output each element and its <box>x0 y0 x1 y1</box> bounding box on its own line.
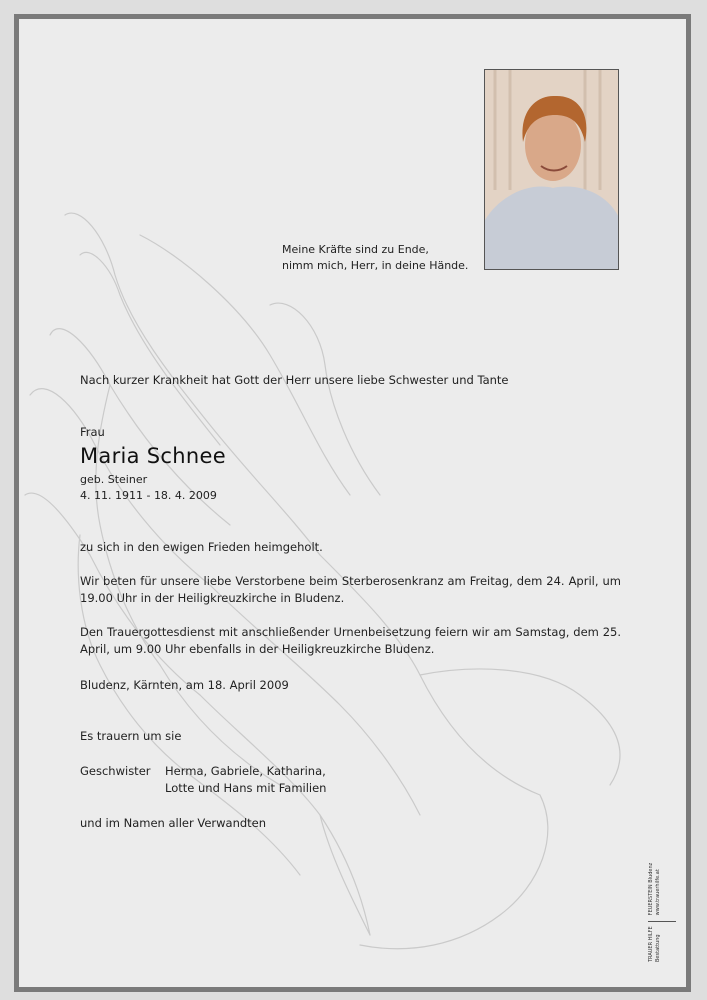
birth-name: geb. Steiner <box>80 473 148 486</box>
mourners-label: Geschwister <box>80 764 151 778</box>
mourners-block <box>80 763 621 797</box>
memorial-verse <box>282 242 468 274</box>
relatives-text: und im Namen aller Verwandten <box>80 816 267 830</box>
imprint-brand: TRAUER HILFE <box>648 926 654 962</box>
imprint-company: FEUERSTEIN Bludenz <box>648 862 654 916</box>
portrait-photo <box>484 69 619 270</box>
portrait-image <box>485 70 619 270</box>
mourners-intro: Es trauern um sie <box>80 729 182 743</box>
funeral-mass-text: Den Trauergottesdienst mit anschließender Urnenbeisetzung feiern wir am Samstag, dem 25. April, um 9.00 Uhr ebenfalls in der Heiligkreuzkirche Bludenz. <box>80 625 621 656</box>
place-date: Bludenz, Kärnten, am 18. April 2009 <box>80 678 289 692</box>
mourners-line-2: Lotte und Hans mit Familien <box>165 781 327 795</box>
mourners-line-1: Herma, Gabriele, Katharina, <box>165 764 326 778</box>
verse-line-2: nimm mich, Herr, in deine Hände. <box>282 259 469 272</box>
funeral-home-imprint <box>648 852 676 962</box>
life-dates: 4. 11. 1911 - 18. 4. 2009 <box>80 489 217 502</box>
rosary-text: Wir beten für unsere liebe Verstorbene beim Sterberosenkranz am Freitag, dem 24. April, um 19.00 Uhr in der Heiligkreuzkirche in Bludenz. <box>80 574 621 605</box>
imprint-web: www.trauerhilfe.at <box>655 869 661 916</box>
verse-line-1: Meine Kräfte sind zu Ende, <box>282 243 429 256</box>
deceased-name: Maria Schnee <box>80 444 226 468</box>
taken-home-text: zu sich in den ewigen Frieden heimgeholt. <box>80 540 323 554</box>
intro-text: Nach kurzer Krankheit hat Gott der Herr unsere liebe Schwester und Tante <box>80 373 509 387</box>
salutation: Frau <box>80 425 105 439</box>
imprint-sub: Bestattung <box>655 934 661 962</box>
